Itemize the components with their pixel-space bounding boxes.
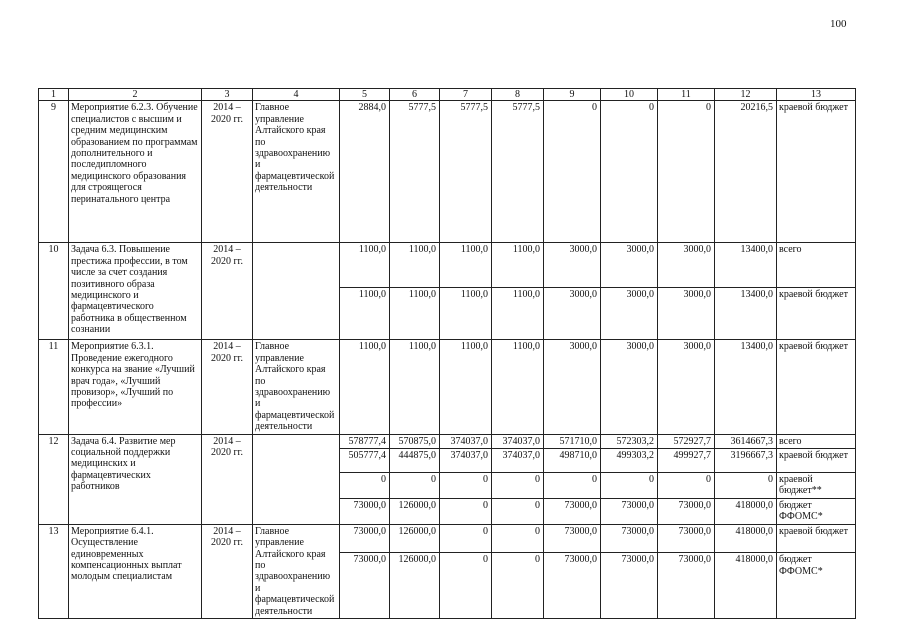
table-row (39, 524, 856, 552)
funding-value-6: 1100,0 (390, 243, 440, 288)
column-number: 3 (202, 89, 253, 101)
funding-value-11: 499927,7 (658, 449, 715, 473)
funding-value-7: 5777,5 (440, 101, 492, 243)
row-number: 12 (39, 434, 69, 524)
column-number: 9 (544, 89, 601, 101)
funding-value-9: 3000,0 (544, 288, 601, 340)
funding-value-8: 0 (492, 553, 544, 619)
row-number: 13 (39, 524, 69, 618)
funding-value-10: 73000,0 (601, 524, 658, 552)
row-number: 10 (39, 243, 69, 340)
funding-value-9: 3000,0 (544, 340, 601, 434)
funding-value-8: 0 (492, 473, 544, 499)
funding-value-7: 1100,0 (440, 243, 492, 288)
funding-value-7: 1100,0 (440, 288, 492, 340)
funding-source: всего (777, 434, 856, 448)
funding-value-8: 1100,0 (492, 243, 544, 288)
funding-value-8: 374037,0 (492, 449, 544, 473)
activity-name: Мероприятие 6.4.1. Осуществление единовременных компенсационных выплат молодым специалистам (69, 524, 202, 618)
funding-value-7: 0 (440, 473, 492, 499)
column-number: 8 (492, 89, 544, 101)
row-number: 11 (39, 340, 69, 434)
period-cell: 2014 – 2020 гг. (202, 524, 253, 618)
funding-value-12: 418000,0 (715, 553, 777, 619)
program-activities-table (38, 88, 856, 619)
funding-value-5: 0 (340, 473, 390, 499)
column-number: 12 (715, 89, 777, 101)
funding-value-10: 3000,0 (601, 340, 658, 434)
funding-value-12: 3196667,3 (715, 449, 777, 473)
funding-value-12: 13400,0 (715, 340, 777, 434)
funding-value-5: 73000,0 (340, 553, 390, 619)
funding-value-6: 570875,0 (390, 434, 440, 448)
funding-value-8: 1100,0 (492, 288, 544, 340)
executor-cell: Главное управление Алтайского края по здравоохранению и фармацевтической деятельности (253, 101, 340, 243)
column-number-row (39, 89, 856, 101)
funding-value-7: 374037,0 (440, 434, 492, 448)
funding-source: бюджет ФФОМС* (777, 553, 856, 619)
funding-value-9: 0 (544, 473, 601, 499)
executor-cell: Главное управление Алтайского края по здравоохранению и фармацевтической деятельности (253, 340, 340, 434)
funding-value-5: 1100,0 (340, 340, 390, 434)
funding-value-6: 126000,0 (390, 553, 440, 619)
funding-value-9: 571710,0 (544, 434, 601, 448)
funding-source: краевой бюджет** (777, 473, 856, 499)
funding-value-10: 73000,0 (601, 498, 658, 524)
column-number: 7 (440, 89, 492, 101)
funding-value-8: 0 (492, 498, 544, 524)
table-row (39, 101, 856, 243)
funding-value-11: 572927,7 (658, 434, 715, 448)
funding-value-8: 5777,5 (492, 101, 544, 243)
funding-value-5: 1100,0 (340, 288, 390, 340)
table-body (39, 89, 856, 619)
funding-source: бюджет ФФОМС* (777, 498, 856, 524)
funding-value-9: 73000,0 (544, 553, 601, 619)
column-number: 13 (777, 89, 856, 101)
funding-value-11: 3000,0 (658, 340, 715, 434)
activity-name: Задача 6.4. Развитие мер социальной поддержки медицинских и фармацевтических работников (69, 434, 202, 524)
table-row (39, 243, 856, 288)
executor-cell: Главное управление Алтайского края по здравоохранению и фармацевтической деятельности (253, 524, 340, 618)
row-number: 9 (39, 101, 69, 243)
funding-value-12: 0 (715, 473, 777, 499)
activity-name: Задача 6.3. Повышение престижа профессии, в том числе за счет создания позитивного образа медицинского и фармацевтического работника в общественном сознании (69, 243, 202, 340)
funding-value-5: 505777,4 (340, 449, 390, 473)
funding-value-11: 3000,0 (658, 243, 715, 288)
funding-value-6: 126000,0 (390, 498, 440, 524)
funding-value-5: 2884,0 (340, 101, 390, 243)
funding-value-10: 0 (601, 101, 658, 243)
funding-value-8: 374037,0 (492, 434, 544, 448)
column-number: 1 (39, 89, 69, 101)
executor-cell (253, 243, 340, 340)
funding-source: краевой бюджет (777, 524, 856, 552)
period-cell: 2014 – 2020 гг. (202, 340, 253, 434)
funding-value-11: 3000,0 (658, 288, 715, 340)
funding-value-10: 3000,0 (601, 288, 658, 340)
funding-value-9: 498710,0 (544, 449, 601, 473)
funding-value-9: 3000,0 (544, 243, 601, 288)
table-row (39, 434, 856, 448)
column-number: 10 (601, 89, 658, 101)
funding-value-7: 1100,0 (440, 340, 492, 434)
funding-value-10: 572303,2 (601, 434, 658, 448)
page-number: 100 (830, 18, 847, 30)
table-row (39, 340, 856, 434)
funding-value-6: 0 (390, 473, 440, 499)
funding-value-11: 73000,0 (658, 553, 715, 619)
funding-value-10: 3000,0 (601, 243, 658, 288)
funding-value-6: 1100,0 (390, 288, 440, 340)
funding-value-12: 13400,0 (715, 288, 777, 340)
funding-value-12: 13400,0 (715, 243, 777, 288)
period-cell: 2014 – 2020 гг. (202, 101, 253, 243)
funding-source: всего (777, 243, 856, 288)
column-number: 4 (253, 89, 340, 101)
funding-value-9: 73000,0 (544, 498, 601, 524)
funding-value-12: 20216,5 (715, 101, 777, 243)
funding-value-11: 0 (658, 473, 715, 499)
column-number: 2 (69, 89, 202, 101)
funding-value-12: 3614667,3 (715, 434, 777, 448)
funding-value-7: 0 (440, 498, 492, 524)
funding-value-6: 126000,0 (390, 524, 440, 552)
funding-value-6: 5777,5 (390, 101, 440, 243)
funding-value-5: 73000,0 (340, 498, 390, 524)
funding-value-7: 0 (440, 553, 492, 619)
funding-value-5: 1100,0 (340, 243, 390, 288)
funding-source: краевой бюджет (777, 449, 856, 473)
funding-value-7: 0 (440, 524, 492, 552)
funding-value-10: 0 (601, 473, 658, 499)
funding-value-10: 499303,2 (601, 449, 658, 473)
funding-source: краевой бюджет (777, 288, 856, 340)
column-number: 6 (390, 89, 440, 101)
funding-value-5: 578777,4 (340, 434, 390, 448)
funding-value-7: 374037,0 (440, 449, 492, 473)
executor-cell (253, 434, 340, 524)
funding-source: краевой бюджет (777, 101, 856, 243)
funding-value-6: 1100,0 (390, 340, 440, 434)
column-number: 11 (658, 89, 715, 101)
column-number: 5 (340, 89, 390, 101)
funding-value-11: 0 (658, 101, 715, 243)
period-cell: 2014 – 2020 гг. (202, 434, 253, 524)
funding-value-9: 0 (544, 101, 601, 243)
activity-name: Мероприятие 6.3.1. Проведение ежегодного конкурса на звание «Лучший врач года», «Лучший провизор», «Лучший по профессии» (69, 340, 202, 434)
funding-value-9: 73000,0 (544, 524, 601, 552)
funding-source: краевой бюджет (777, 340, 856, 434)
period-cell: 2014 – 2020 гг. (202, 243, 253, 340)
funding-value-8: 0 (492, 524, 544, 552)
funding-value-12: 418000,0 (715, 498, 777, 524)
funding-value-8: 1100,0 (492, 340, 544, 434)
funding-value-5: 73000,0 (340, 524, 390, 552)
funding-value-11: 73000,0 (658, 498, 715, 524)
funding-value-10: 73000,0 (601, 553, 658, 619)
funding-value-6: 444875,0 (390, 449, 440, 473)
funding-value-11: 73000,0 (658, 524, 715, 552)
activity-name: Мероприятие 6.2.3. Обучение специалистов с высшим и средним медицинским образованием по программам дополнительного и последипломного медицинского образования для строящегося перинатального центра (69, 101, 202, 243)
funding-value-12: 418000,0 (715, 524, 777, 552)
